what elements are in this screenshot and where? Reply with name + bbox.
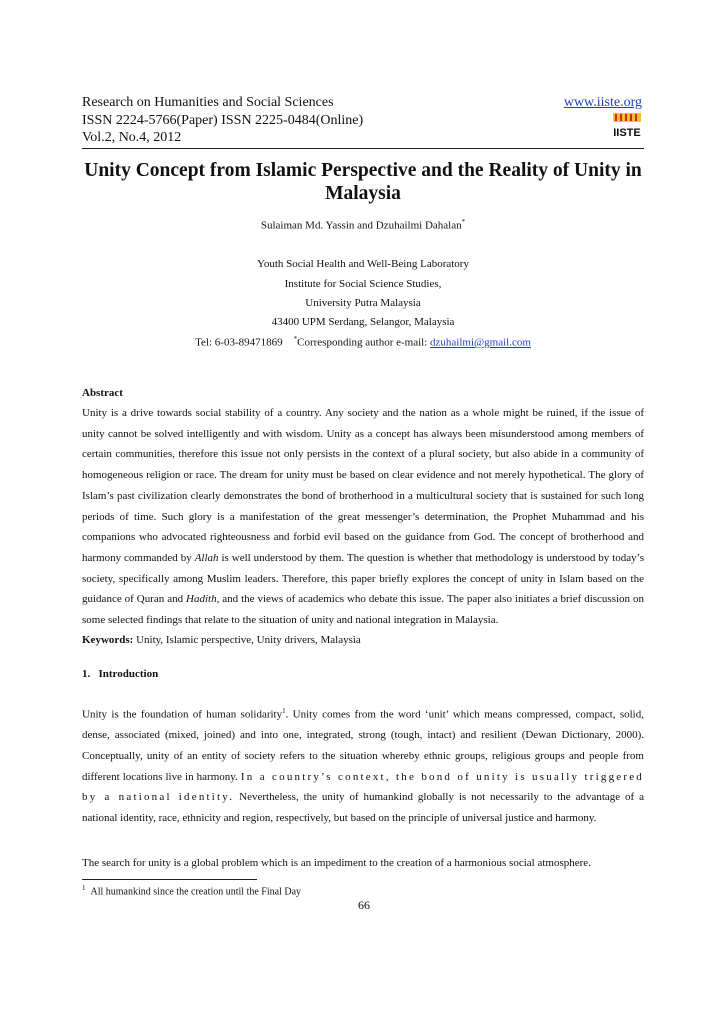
authors-names: Sulaiman Md. Yassin and Dzuhailmi Dahalan [260, 219, 462, 232]
journal-name: Research on Humanities and Social Sciences [82, 95, 334, 110]
abstract-text-part1: Unity is a drive towards social stability of a country. Any society and the nation as a whole might be ruined, if the issue of unity cannot be solved intelligently and with wisdom. Unity as a concept has always been misunderstood among members of certain communities, therefore this issue not only persists in the context of a plural society, but also abide in a community of homogeneous religion or race. The dream for unity must be based on clear evidence and not merely hypothetical. The glory of Islam’s past civilization clearly demonstrates the bond of brotherhood in a multicultural society that is sustained for such long periods of time. Such glory is a manifestation of the great messenger’s determination, the Prophet Muhammad and his companions who advocated righteousness and forbid evil based on the guidance from God. The concept of brotherhood and harmony commanded by [82, 407, 644, 564]
intro-p1-text-c: Nevertheless, the unity of humankind globally is not necessarily to the advantage of a national identity, race, ethnicity and region, respectively, but based on the principle of universal justice and harmony. [82, 791, 644, 825]
keywords-label: Keywords: [82, 634, 134, 646]
iiste-logo [612, 112, 642, 138]
abstract-hadith: Hadith, [186, 593, 220, 606]
footnote-text: All humankind since the creation until the Final Day [90, 886, 302, 898]
header-divider [82, 148, 644, 149]
journal-issn: ISSN 2224-5766(Paper) ISSN 2225-0484(Online) [82, 113, 364, 128]
contact-telephone: Tel: 6-03-89471869 [195, 336, 283, 349]
introduction-paragraph-2: The search for unity is a global problem which is an impediment to the creation of a harmonious social atmosphere. [82, 857, 591, 869]
abstract-allah: Allah [194, 551, 219, 564]
intro-p1-text-b: . Unity comes from the word ‘unit’ which means compressed, compact, solid, dense, associated (mixed, joined) and into one, integrated, strong (tough, intact) and resilient (Dewan Dictionary, 2000). Conceptually, unity of an entity of society refers to the situation whereby ethnic groups, religious groups and people from different locations live in harmony. [82, 708, 644, 783]
introduction-title: Introduction [98, 668, 159, 680]
intro-p1-text-a: Unity is the foundation of human solidarity [82, 708, 283, 721]
paper-authors [82, 218, 644, 232]
footnote-reference: 1 [282, 707, 286, 715]
intro-p1-text-spaced: In a country’s context, the bond of unity is usually triggered by a national identity. [82, 770, 644, 804]
contact-line [82, 335, 644, 349]
footnote-mark: 1 [82, 884, 86, 892]
introduction-paragraph-1 [82, 701, 644, 829]
abstract-paragraph [82, 403, 644, 631]
corresponding-label: Corresponding author e-mail: [297, 336, 431, 349]
abstract-heading: Abstract [82, 387, 123, 399]
affiliation-address: 43400 UPM Serdang, Selangor, Malaysia [271, 316, 455, 328]
introduction-heading [82, 668, 158, 680]
journal-volume: Vol.2, No.4, 2012 [82, 130, 182, 145]
author-email-link[interactable]: dzuhailmi@gmail.com [430, 336, 531, 349]
footnote-divider [82, 879, 257, 880]
footnote [82, 884, 301, 897]
abstract-text-part2: is well understood by them. The question is whether that methodology is understood by today’s society, specifically among Muslim leaders. Therefore, this paper briefly explores the concept of unity in Islam based on the guidance of Quran and [82, 551, 644, 606]
page-number: 66 [358, 898, 370, 912]
corresponding-mark: * [293, 335, 298, 343]
authors-corresponding-mark: * [461, 218, 466, 226]
keywords-text: Unity, Islamic perspective, Unity drivers, Malaysia [133, 634, 361, 646]
abstract-text-part3: and the views of academics who debate this issue. The paper also initiates a brief discussion on some selected findings that relate to the situation of unity and national integration in Malaysia. [82, 593, 644, 627]
journal-url-link[interactable]: www.iiste.org [563, 95, 642, 110]
introduction-number: 1. [82, 668, 91, 680]
affiliation-university: University Putra Malaysia [305, 297, 421, 309]
keywords-line [82, 630, 644, 651]
affiliation-institute: Institute for Social Science Studies, [284, 278, 442, 290]
paper-title: Unity Concept from Islamic Perspective and the Reality of Unity in Malaysia [84, 160, 642, 204]
affiliation-lab: Youth Social Health and Well-Being Laboratory [257, 258, 469, 270]
logo-text: IISTE [613, 127, 641, 138]
